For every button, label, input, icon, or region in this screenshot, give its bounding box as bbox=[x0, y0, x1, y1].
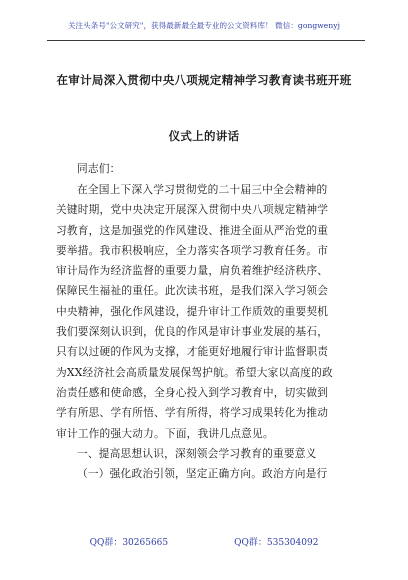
body-line: 要举措。我市积极响应，全力落实各项学习教育任务。市 bbox=[56, 243, 329, 257]
footer-qq-group-2: QQ群：535304092 bbox=[234, 538, 319, 548]
body-line: 保障民生福祉的重任。此次读书班，是我们深入学习领会 bbox=[56, 284, 329, 298]
footer-qq-group-1: QQ群：30265665 bbox=[89, 538, 169, 548]
salutation-text: 同志们： bbox=[77, 162, 121, 175]
body-line: 中央精神，强化作风建设，提升审计工作质效的重要契机 bbox=[56, 304, 329, 318]
body-line: 我们要深刻认识到，优良的作风是审计事业发展的基石， bbox=[56, 325, 329, 339]
body-line: 关键时期，党中央决定开展深入贯彻中央八项规定精神学 bbox=[56, 203, 329, 217]
speech-body bbox=[56, 180, 356, 484]
body-line: 习教育，这是加强党的作风建设、推进全面从严治党的重 bbox=[56, 223, 329, 237]
body-line: 审计工作的强大动力。下面，我讲几点意见。 bbox=[56, 426, 274, 440]
body-line: 只有以过硬的作风为支撑，才能更好地履行审计监督职责 bbox=[56, 345, 329, 359]
body-line: 治责任感和使命感，全身心投入到学习教育中，切实做到 bbox=[56, 385, 329, 399]
document-title-line-2: 仪式上的讲话 bbox=[168, 129, 240, 143]
body-line: 为XX经济社会高质量发展保驾护航。希望大家以高度的政 bbox=[56, 365, 333, 379]
salutation bbox=[56, 159, 356, 179]
subsection-heading: （一）强化政治引领，坚定正确方向。政治方向是行 bbox=[77, 467, 328, 481]
document-title-line-1: 在审计局深入贯彻中央八项规定精神学习教育读书班开班 bbox=[56, 73, 352, 87]
body-line: 在全国上下深入学习贯彻党的二十届三中全会精神的 bbox=[77, 183, 328, 196]
section-heading: 一、提高思想认识，深刻领会学习教育的重要意义 bbox=[77, 446, 317, 460]
body-line: 审计局作为经济监督的重要力量，肩负着维护经济秩序、 bbox=[56, 264, 329, 278]
footer bbox=[0, 535, 408, 548]
header-banner: 关注头条号"公文研究"，获得最新最全最专业的公文资料库！ 微信：gongwenyj bbox=[67, 21, 341, 30]
body-line: 学有所思、学有所悟、学有所得，将学习成果转化为推动 bbox=[56, 406, 329, 420]
header-divider bbox=[47, 40, 365, 41]
